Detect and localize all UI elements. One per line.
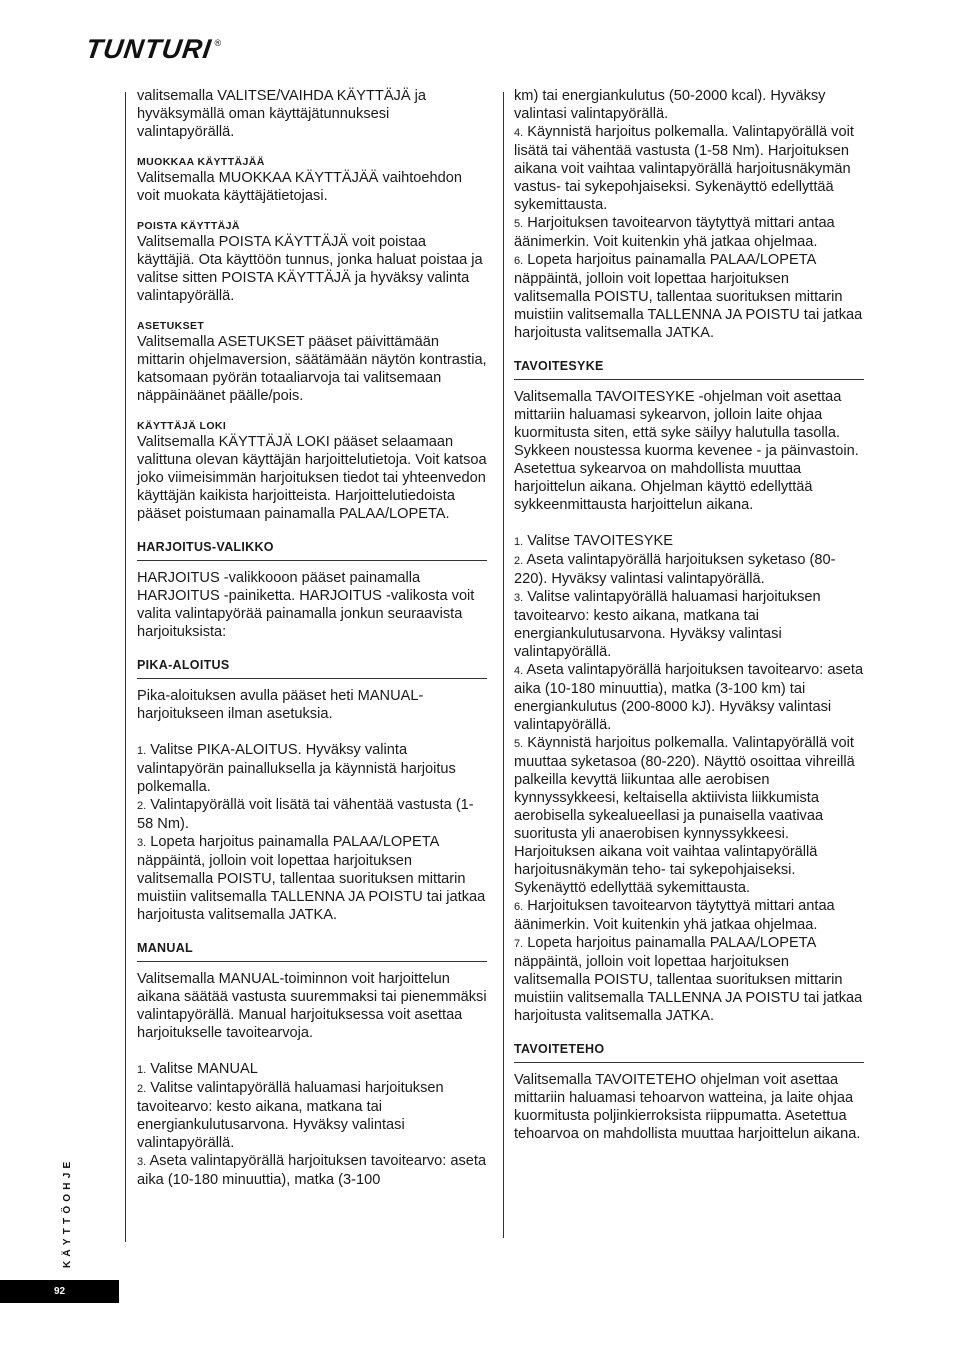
pika-text: Pika-aloituksen avulla pääset heti MANUAL-harjoitukseen ilman asetuksia.: [137, 688, 424, 722]
registered-mark: ®: [214, 38, 222, 48]
left-column-rule: [125, 92, 126, 1242]
tavoitesyke-text: Valitsemalla TAVOITESYKE -ohjelman voit asettaa mittariin haluamasi sykearvon, jolloin laite ohjaa kuormitusta siten, että syke säilyy halutulla tasolla. Sykkeen noustessa kuorma kevenee - ja päinvastoin. Asetettua sykearvoa on mahdollista muuttaa harjoittelun aikana. Ohjelman käyttö edellyttää sykkeenmittausta harjoittelun aikana.: [514, 389, 859, 513]
section-heading-manual: MANUAL: [137, 940, 487, 962]
muokkaa-text: Valitsemalla MUOKKAA KÄYTTÄJÄÄ vaihtoehdon voit muokata käyttäjätietojasi.: [137, 170, 462, 204]
brand-name: TUNTURI: [83, 34, 214, 64]
right-column: [514, 87, 864, 1143]
list-item: 4. Aseta valintapyörällä harjoituksen tavoitearvo: aseta aika (10-180 minuuttia), matka (3-100 km) tai energiankulutus (200-8000 kJ). Hyväksy valintasi valintapyörällä.: [514, 662, 864, 733]
section-heading-pika: PIKA-ALOITUS: [137, 657, 487, 679]
poista-text: Valitsemalla POISTA KÄYTTÄJÄ voit poistaa käyttäjiä. Ota käyttöön tunnus, jonka haluat poistaa ja valitse sitten POISTA KÄYTTÄJÄ ja hyväksy valinta valintapyörällä.: [137, 234, 483, 304]
list-item: 5. Käynnistä harjoitus polkemalla. Valintapyörällä voit muuttaa syketasoa (80-220). Näyttö osoittaa vihreillä palkeilla kevyttä liikuntaa alle aerobisen kynnyssykkeesi, keltaisella aktiivista liikkumista aerobisella sykealueellasi ja punaisella vaativaa suoritusta yli anaerobisen kynnyssykkeesi. Harjoituksen aikana voit vaihtaa valintapyörällä harjoitusnäkymän teho- tai sykepohjaiseksi. Sykenäyttö edellyttää sykemittausta.: [514, 735, 855, 896]
list-item: 6. Lopeta harjoitus painamalla PALAA/LOPETA näppäintä, jolloin voit lopettaa harjoituksen valitsemalla POISTU, tallentaa suorituksen mittarin muistiin valitsemalla TALLENNA JA POISTU tai jatkaa harjoitusta valitsemalla JATKA.: [514, 252, 863, 341]
tavoiteteho-text: Valitsemalla TAVOITETEHO ohjelman voit asettaa mittariin haluamasi tehoarvon watteina, ja laite ohjaa kuormitusta poljinkierroksista riippumatta. Asetettua tehoarvoa on mahdollista muuttaa harjoittelun aikana.: [514, 1072, 861, 1142]
side-label: KÄYTTÖOHJE: [62, 1157, 73, 1268]
left-column: [137, 87, 487, 1189]
list-item: 1. Valitse TAVOITESYKE: [514, 533, 673, 549]
list-item: 1. Valitse MANUAL: [137, 1061, 258, 1077]
manual-text: Valitsemalla MANUAL-toiminnon voit harjoittelun aikana säätää vastusta suuremmaksi tai pienemmäksi valintapyörällä. Manual harjoituksessa voit asettaa harjoitukselle tavoitearvoja.: [137, 971, 487, 1041]
section-heading-tavoitesyke: TAVOITESYKE: [514, 358, 864, 380]
list-item: 3. Aseta valintapyörällä harjoituksen tavoitearvo: aseta aika (10-180 minuuttia), matka (3-100: [137, 1153, 487, 1188]
list-item: 3. Valitse valintapyörällä haluamasi harjoituksen tavoitearvo: kesto aikana, matkana tai energiankulutusarvona. Hyväksy valintasi valintapyörällä.: [514, 589, 821, 660]
list-item: 7. Lopeta harjoitus painamalla PALAA/LOPETA näppäintä, jolloin voit lopettaa harjoituksen valitsemalla POISTU, tallentaa suorituksen mittarin muistiin valitsemalla TALLENNA JA POISTU tai jatkaa harjoitusta valitsemalla JATKA.: [514, 935, 863, 1024]
asetukset-text: Valitsemalla ASETUKSET pääset päivittämään mittarin ohjelmaversion, säätämään näytön kontrastia, katsomaan pyörän totaaliarvoja tai valitsemaan näppäinäänet päälle/pois.: [137, 334, 487, 404]
list-item: 5. Harjoituksen tavoitearvon täytyttyä mittari antaa äänimerkin. Voit kuitenkin yhä jatkaa ohjelmaa.: [514, 215, 835, 250]
intro-paragraph: valitsemalla VALITSE/VAIHDA KÄYTTÄJÄ ja hyväksymällä oman käyttäjätunnuksesi valintapyörällä.: [137, 88, 426, 140]
manual-continued: km) tai energiankulutus (50-2000 kcal). Hyväksy valintasi valintapyörällä.: [514, 88, 826, 122]
subheading-asetukset: ASETUKSET: [137, 320, 205, 332]
list-item: 2. Valitse valintapyörällä haluamasi harjoituksen tavoitearvo: kesto aikana, matkana tai energiankulutusarvona. Hyväksy valintasi valintapyörällä.: [137, 1080, 444, 1151]
brand-logo: [83, 34, 222, 65]
loki-text: Valitsemalla KÄYTTÄJÄ LOKI pääset selaamaan valittuna olevan käyttäjän harjoittelutietoja. Voit katsoa joko viimeisimmän harjoituksen tiedot tai yhteenvedon käyttäjän kaikista harjoitteista. Harjoittelutiedoista pääset poistumaan painamalla PALAA/LOPETA.: [137, 434, 487, 522]
subheading-loki: KÄYTTÄJÄ LOKI: [137, 420, 227, 432]
section-heading-harjoitus: HARJOITUS-VALIKKO: [137, 539, 487, 561]
list-item: 2. Aseta valintapyörällä harjoituksen syketaso (80-220). Hyväksy valintasi valintapyörällä.: [514, 552, 836, 587]
list-item: 6. Harjoituksen tavoitearvon täytyttyä mittari antaa äänimerkin. Voit kuitenkin yhä jatkaa ohjelmaa.: [514, 898, 835, 933]
middle-column-rule: [503, 92, 504, 1238]
harjoitus-text: HARJOITUS -valikkooon pääset painamalla HARJOITUS -painiketta. HARJOITUS -valikosta voit valita valintapyörää painamalla jonkun seuraavista harjoituksista:: [137, 570, 475, 640]
list-item: 2. Valintapyörällä voit lisätä tai vähentää vastusta (1-58 Nm).: [137, 797, 474, 832]
list-item: 4. Käynnistä harjoitus polkemalla. Valintapyörällä voit lisätä tai vähentää vastusta (1-58 Nm). Harjoituksen aikana voit vaihtaa valintapyörällä harjoitusnäkymän vastus- tai sykepohjaiseksi. Sykenäyttö edellyttää sykemittausta.: [514, 124, 854, 213]
list-item: 1. Valitse PIKA-ALOITUS. Hyväksy valinta valintapyörän painalluksella ja käynnistä harjoitus polkemalla.: [137, 742, 456, 795]
subheading-poista: POISTA KÄYTTÄJÄ: [137, 220, 240, 232]
subheading-muokkaa: MUOKKAA KÄYTTÄJÄÄ: [137, 156, 265, 168]
page-number: 92: [0, 1280, 119, 1303]
section-heading-tavoiteteho: TAVOITETEHO: [514, 1041, 864, 1063]
list-item: 3. Lopeta harjoitus painamalla PALAA/LOPETA näppäintä, jolloin voit lopettaa harjoituksen valitsemalla POISTU, tallentaa suorituksen mittarin muistiin valitsemalla TALLENNA JA POISTU tai jatkaa harjoitusta valitsemalla JATKA.: [137, 834, 486, 923]
